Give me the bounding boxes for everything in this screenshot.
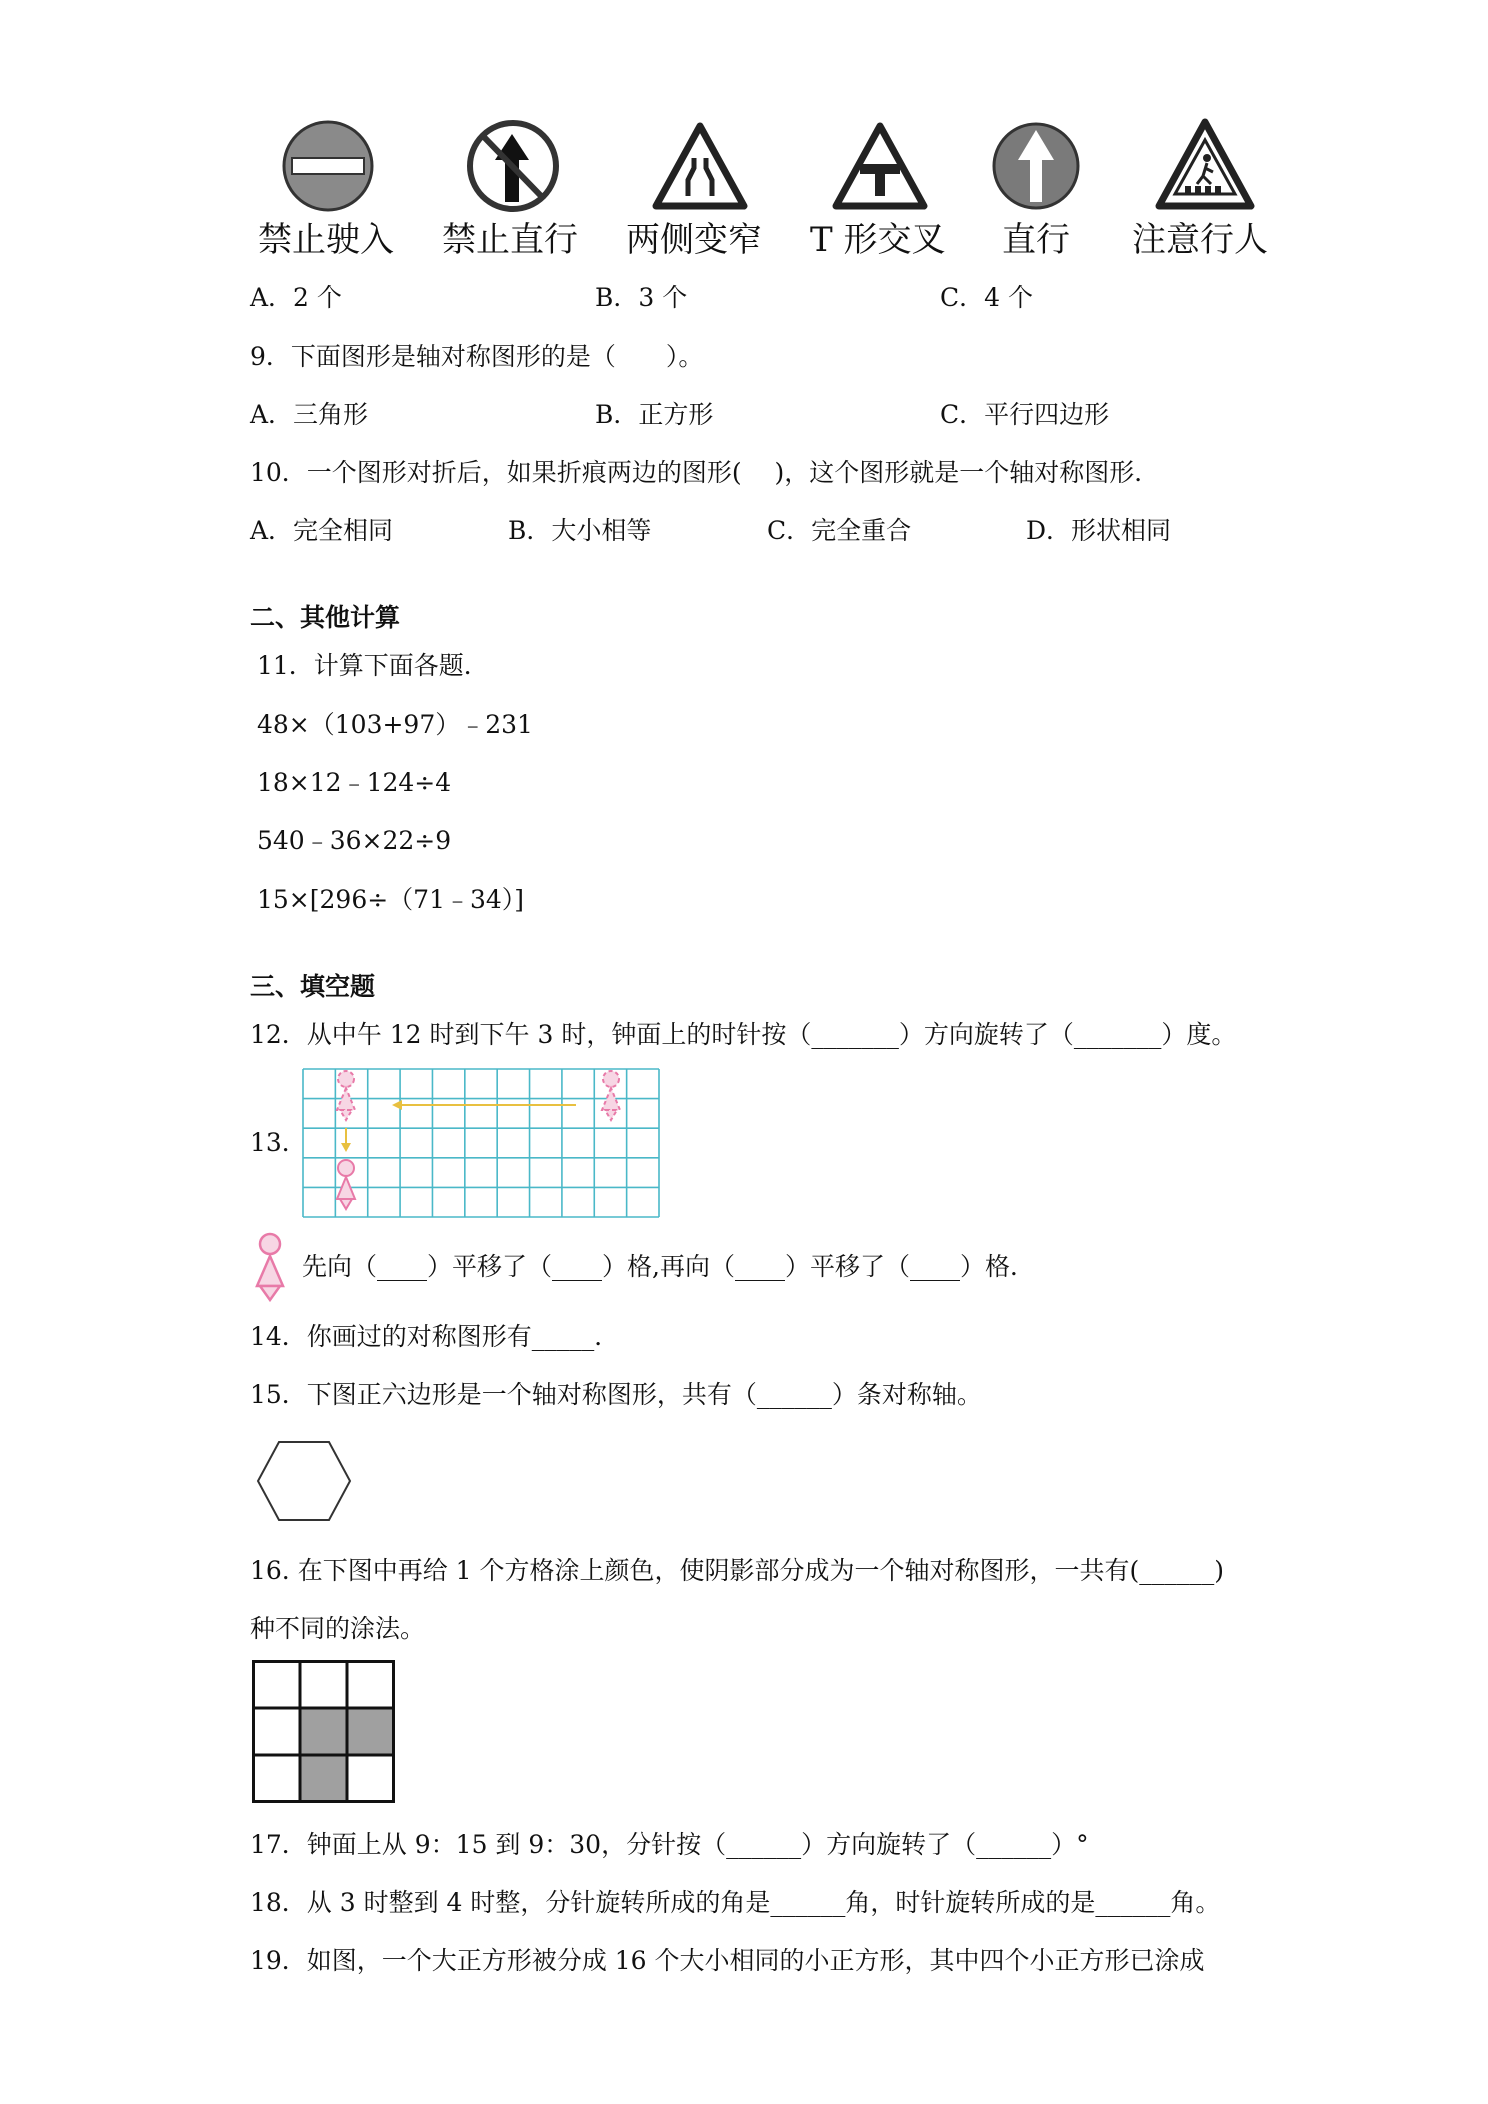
q10-option-d: D．形状相同 (1026, 516, 1172, 545)
sign-label-road-narrows: 两侧变窄 (626, 220, 762, 260)
hexagon-figure (256, 1440, 352, 1522)
sign-label-no-straight: 禁止直行 (442, 220, 578, 260)
q11-expr-1: 48×（103+97）﹣231 (257, 710, 533, 739)
q11-stem: 11．计算下面各题． (257, 651, 489, 680)
section-title-other-calc: 二、其他计算 (250, 603, 401, 632)
q12-text: 12．从中午 12 时到下午 3 时，钟面上的时针按（_______）方向旋转了（_______）度。 (250, 1020, 1237, 1049)
q10-option-c: C．完全重合 (767, 516, 912, 545)
sign-label-t-junction: T 形交叉 (810, 220, 946, 260)
q16-text-line1: 16. 在下图中再给 1 个方格涂上颜色，使阴影部分成为一个轴对称图形，一共有(______) (250, 1556, 1225, 1585)
t-junction-icon (830, 120, 930, 220)
q9-option-c: C．平行四边形 (940, 400, 1110, 429)
straight-ahead-icon (990, 120, 1090, 220)
shading-grid-figure (252, 1660, 395, 1803)
q10-option-b: B．大小相等 (508, 516, 652, 545)
q9-option-a: A．三角形 (250, 400, 369, 429)
pedestrian-crossing-icon (1155, 118, 1255, 218)
sign-label-straight: 直行 (1002, 220, 1070, 260)
q11-expr-2: 18×12﹣124÷4 (257, 768, 452, 797)
q9-option-b: B．正方形 (595, 400, 714, 429)
q9-stem: 9．下面图形是轴对称图形的是（ ）。 (250, 342, 704, 371)
translation-grid-figure (302, 1068, 660, 1218)
q15-text: 15．下图正六边形是一个轴对称图形，共有（______）条对称轴。 (250, 1380, 982, 1409)
q8-option-a: A．2 个 (250, 283, 342, 312)
q13-number: 13． (250, 1128, 307, 1157)
sign-label-no-entry: 禁止驶入 (258, 220, 394, 260)
q14-text: 14．你画过的对称图形有_____． (250, 1322, 620, 1351)
no-entry-icon (280, 118, 380, 218)
q18-text: 18．从 3 时整到 4 时整，分针旋转所成的角是______角，时针旋转所成的是______角。 (250, 1888, 1221, 1917)
q13-text: 先向（____）平移了（____）格,再向（____）平移了（____）格． (302, 1252, 1035, 1281)
road-narrows-icon (650, 120, 750, 220)
q10-stem: 10．一个图形对折后，如果折痕两边的图形( )，这个图形就是一个轴对称图形． (250, 458, 1160, 487)
section-title-fill-blank: 三、填空题 (250, 972, 376, 1001)
sign-label-pedestrian: 注意行人 (1132, 220, 1268, 260)
q8-option-c: C．4 个 (940, 283, 1033, 312)
no-straight-icon (465, 118, 565, 218)
pink-figure-icon (250, 1232, 290, 1304)
q10-option-a: A．完全相同 (250, 516, 394, 545)
q11-expr-4: 15×[296÷（71﹣34）] (257, 885, 525, 914)
q19-text: 19．如图，一个大正方形被分成 16 个大小相同的小正方形，其中四个小正方形已涂成 (250, 1946, 1205, 1975)
q16-text-line2: 种不同的涂法。 (250, 1614, 426, 1643)
q8-option-b: B．3 个 (595, 283, 688, 312)
q17-text: 17．钟面上从 9：15 到 9：30，分针按（______）方向旋转了（______）° (250, 1830, 1089, 1859)
q11-expr-3: 540﹣36×22÷9 (257, 826, 452, 855)
